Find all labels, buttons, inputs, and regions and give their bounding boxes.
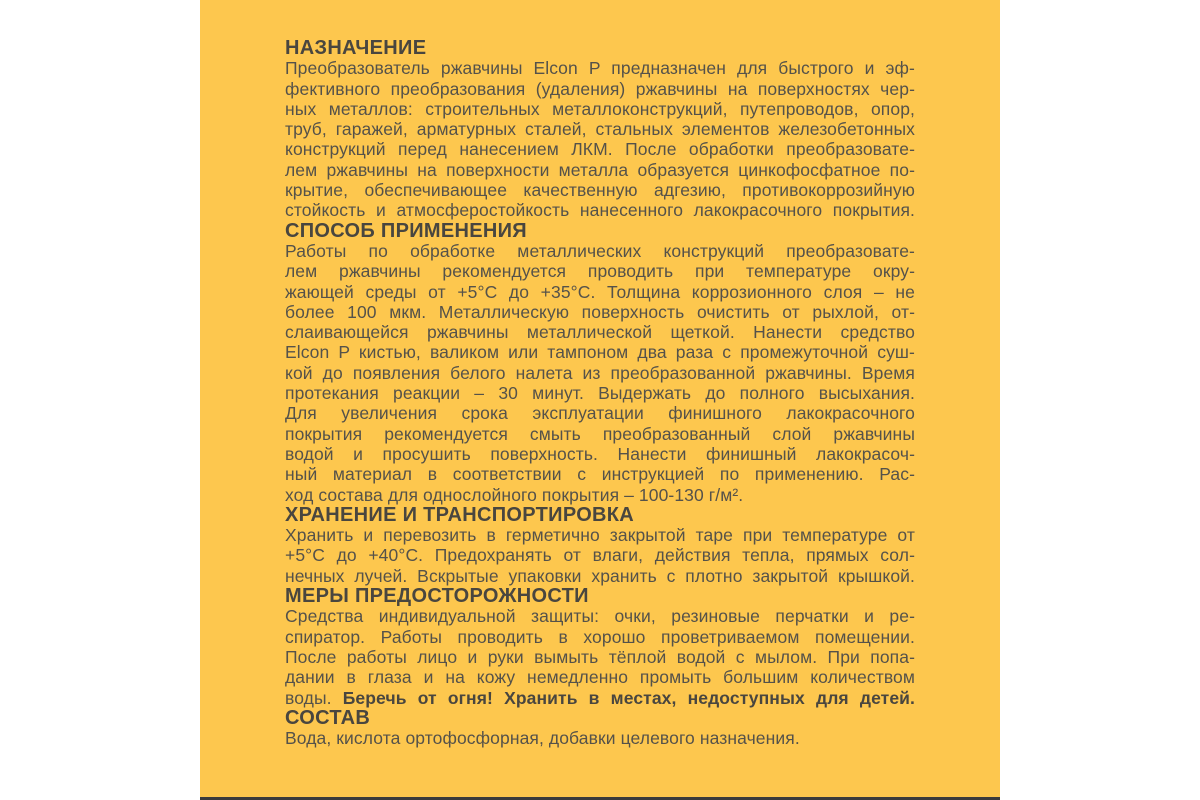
section-heading: СОСТАВ (285, 706, 371, 729)
text-line: крытие, обеспечивающее качественную адгезию, противокоррозийную (285, 180, 915, 201)
text-line: покрытия рекомендуется смыть преобразованный слой ржавчины (285, 423, 915, 444)
text-line: протекания реакции – 30 минут. Выдержать до полного высыхания. (285, 383, 915, 404)
text-line: кой до появления белого налета из преобразованной ржавчины. Время (285, 362, 915, 383)
section-heading: НАЗНАЧЕНИЕ (285, 37, 427, 59)
text-line: дании в глаза и на кожу немедленно промыть большим количеством (285, 667, 915, 688)
section-heading: МЕРЫ ПРЕДОСТОРОЖНОСТИ (285, 585, 589, 608)
label-panel (200, 0, 1000, 800)
text-line: Работы по обработке металлических конструкций преобразовате- (285, 240, 915, 261)
text-line: Хранить и перевозить в герметично закрытой таре при температуре от (285, 525, 915, 546)
text-line: Для увеличения срока эксплуатации финишного лакокрасочного (285, 403, 915, 424)
text-line: более 100 мкм. Металлическую поверхность очистить от рыхлой, от- (285, 301, 915, 322)
text-line: лем ржавчины на поверхности металла образуется цинкофосфатное по- (285, 159, 915, 180)
text-line: водой и просушить поверхность. Нанести финишный лакокрасоч- (285, 443, 915, 464)
text-line: После работы лицо и руки вымыть тёплой водой с мылом. При попа- (285, 646, 915, 667)
text-line: воды. Беречь от огня! Хранить в местах, недоступных для детей. (285, 687, 916, 708)
text-line: ных металлов: строительных металлоконструкций, путепроводов, опор, (285, 98, 915, 119)
text-line: нечных лучей. Вскрытые упаковки хранить с плотно закрытой крышкой. (285, 565, 915, 586)
text-line: ный материал в соответствии с инструкцией по применению. Рас- (285, 464, 915, 485)
text-line: +5°С до +40°С. Предохранять от влаги, действия тепла, прямых сол- (285, 545, 915, 566)
text-line: лем ржавчины рекомендуется проводить при температуре окру- (285, 261, 915, 282)
text-line: Вода, кислота ортофосфорная, добавки целевого назначения. (285, 728, 800, 749)
text-line: Преобразователь ржавчины Elcon P предназначен для быстрого и эф- (285, 58, 915, 79)
text-line: спиратор. Работы проводить в хорошо проветриваемом помещении. (285, 626, 915, 647)
section-heading: СПОСОБ ПРИМЕНЕНИЯ (285, 219, 527, 242)
text-line: фективного преобразования (удаления) ржавчины на поверхностях чер- (285, 78, 915, 99)
text-line: Средства индивидуальной защиты: очки, резиновые перчатки и ре- (285, 606, 915, 627)
text-line: жающей среды от +5°С до +35°С. Толщина коррозионного слоя – не (285, 281, 915, 302)
text-line: Elcon P кистью, валиком или тампоном два раза с промежуточной суш- (285, 342, 915, 363)
text-line: стойкость и атмосферостойкость нанесенного лакокрасочного покрытия. (285, 200, 915, 221)
section-heading: ХРАНЕНИЕ И ТРАНСПОРТИРОВКА (285, 503, 635, 526)
text-line: ход состава для однослойного покрытия – 100-130 г/м². (285, 484, 744, 505)
text-line: конструкций перед нанесением ЛКМ. После обработки преобразовате- (285, 139, 915, 160)
text-line: труб, гаражей, арматурных сталей, стальных элементов железобетонных (285, 119, 915, 140)
text-line: слаивающейся ржавчины металлической щеткой. Нанести средство (285, 322, 915, 343)
label-text (285, 38, 915, 748)
